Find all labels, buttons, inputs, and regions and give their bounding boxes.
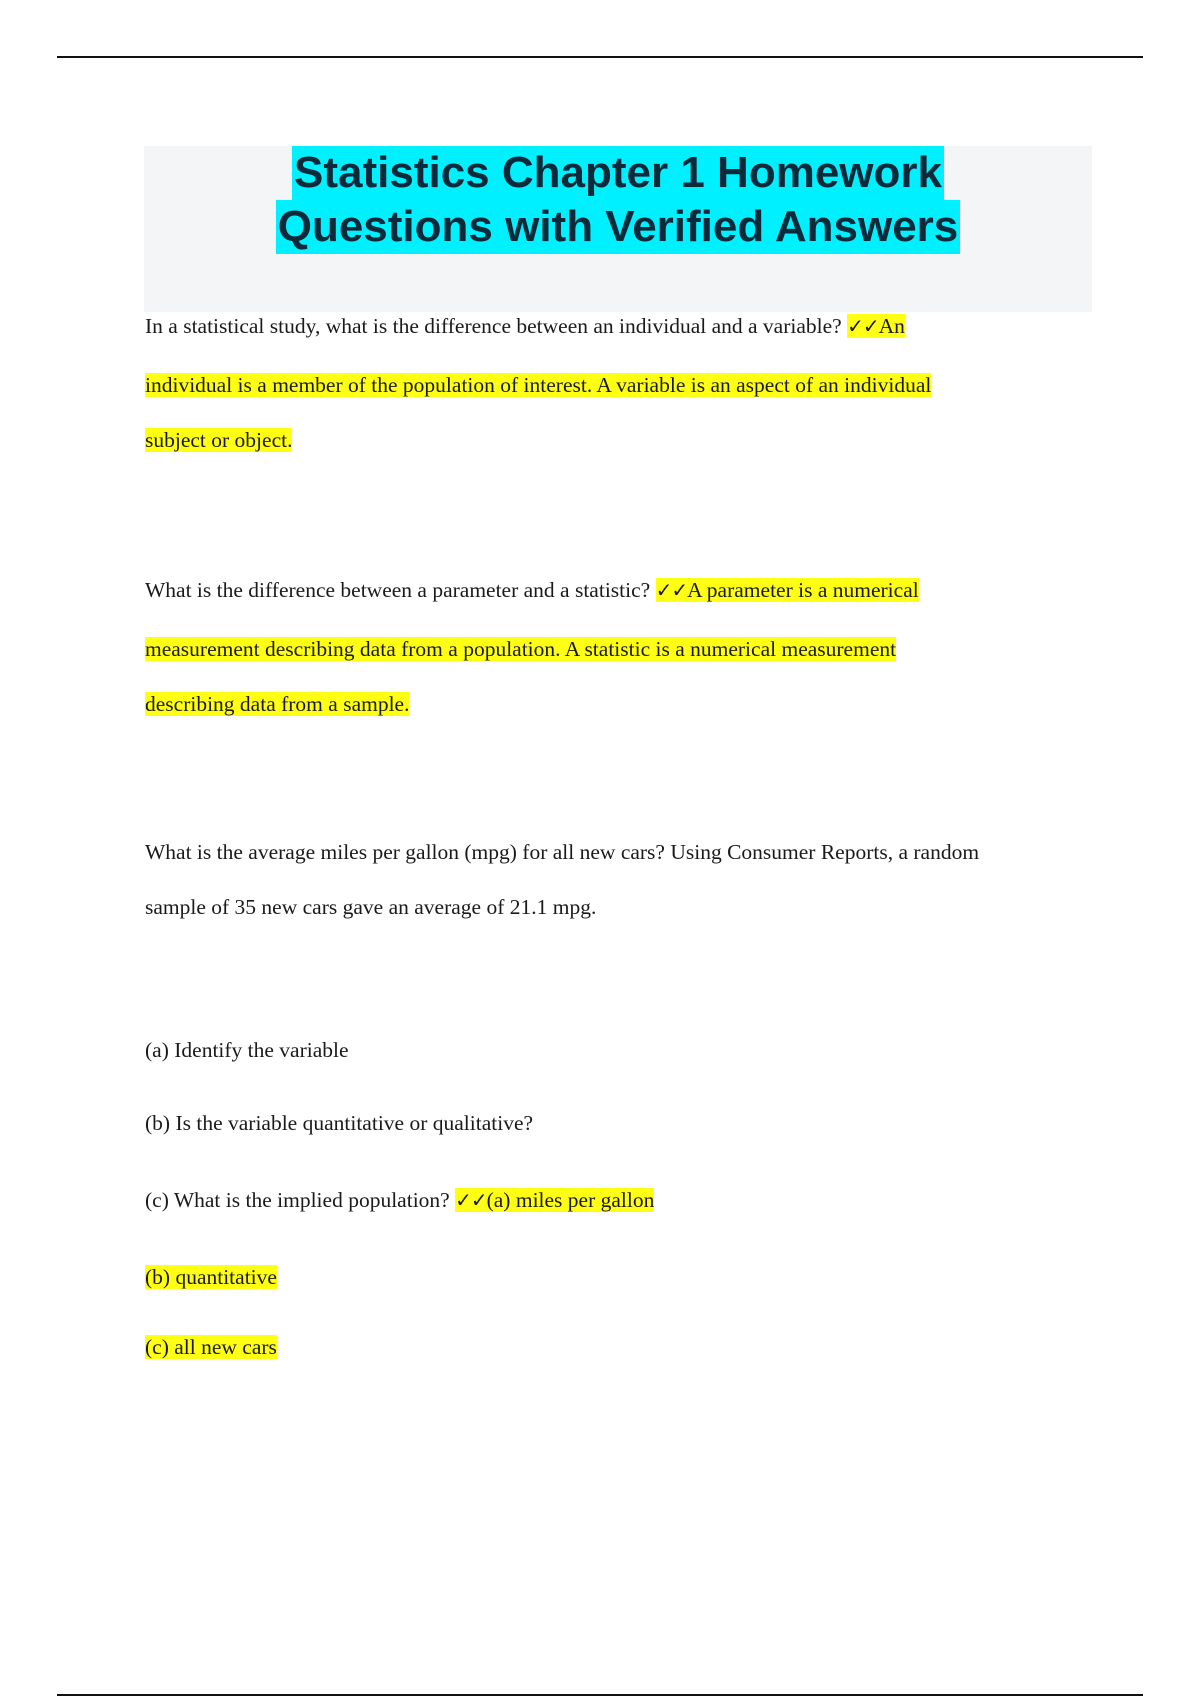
answer-2-line-1: A parameter is a numerical xyxy=(687,578,919,602)
answer-2-line-2: measurement describing data from a population. A statistic is a numerical measurement xyxy=(145,637,897,661)
answer-1-start xyxy=(847,314,905,338)
answer-2-row-2 xyxy=(145,637,896,662)
answer-3-start xyxy=(455,1188,654,1212)
title-banner xyxy=(144,146,1092,312)
question-3-part-c: (c) What is the implied population? xyxy=(145,1188,456,1212)
title-line-1: Statistics Chapter 1 Homework xyxy=(292,146,944,200)
question-1-text: In a statistical study, what is the difference between an individual and a variable? xyxy=(145,314,848,338)
double-check-icon: ✓✓ xyxy=(455,1188,487,1212)
answer-2-start xyxy=(656,578,919,602)
question-3-intro-line-2: sample of 35 new cars gave an average of 21.1 mpg. xyxy=(145,895,597,919)
question-1-line-1 xyxy=(145,314,905,339)
answer-3-c: (c) all new cars xyxy=(145,1335,277,1359)
question-3-part-c-row xyxy=(145,1188,654,1213)
answer-1-line-2: individual is a member of the population of interest. A variable is an aspect of an individual xyxy=(145,373,932,397)
top-rule xyxy=(57,56,1143,58)
answer-1-row-3 xyxy=(145,428,292,453)
answer-3-row-c xyxy=(145,1335,277,1360)
bottom-rule xyxy=(57,1694,1143,1696)
answer-3-row-b xyxy=(145,1265,277,1290)
answer-1-line-1: An xyxy=(878,314,905,338)
question-3-part-b: (b) Is the variable quantitative or qualitative? xyxy=(145,1111,534,1135)
question-2-line-1 xyxy=(145,578,919,603)
question-3-part-a: (a) Identify the variable xyxy=(145,1038,349,1062)
answer-1-row-2 xyxy=(145,373,931,398)
answer-1-line-3: subject or object. xyxy=(145,428,293,452)
answer-3-a: (a) miles per gallon xyxy=(486,1188,655,1212)
document-title xyxy=(144,146,1092,254)
question-2-text: What is the difference between a parameter and a statistic? xyxy=(145,578,656,602)
answer-2-line-3: describing data from a sample. xyxy=(145,692,410,716)
answer-2-row-3 xyxy=(145,692,409,717)
question-3-intro-line-1: What is the average miles per gallon (mpg) for all new cars? Using Consumer Reports, a random xyxy=(145,840,980,864)
double-check-icon: ✓✓ xyxy=(847,314,879,338)
answer-3-b: (b) quantitative xyxy=(145,1265,277,1289)
double-check-icon: ✓✓ xyxy=(655,578,688,602)
title-line-2: Questions with Verified Answers xyxy=(276,200,961,254)
